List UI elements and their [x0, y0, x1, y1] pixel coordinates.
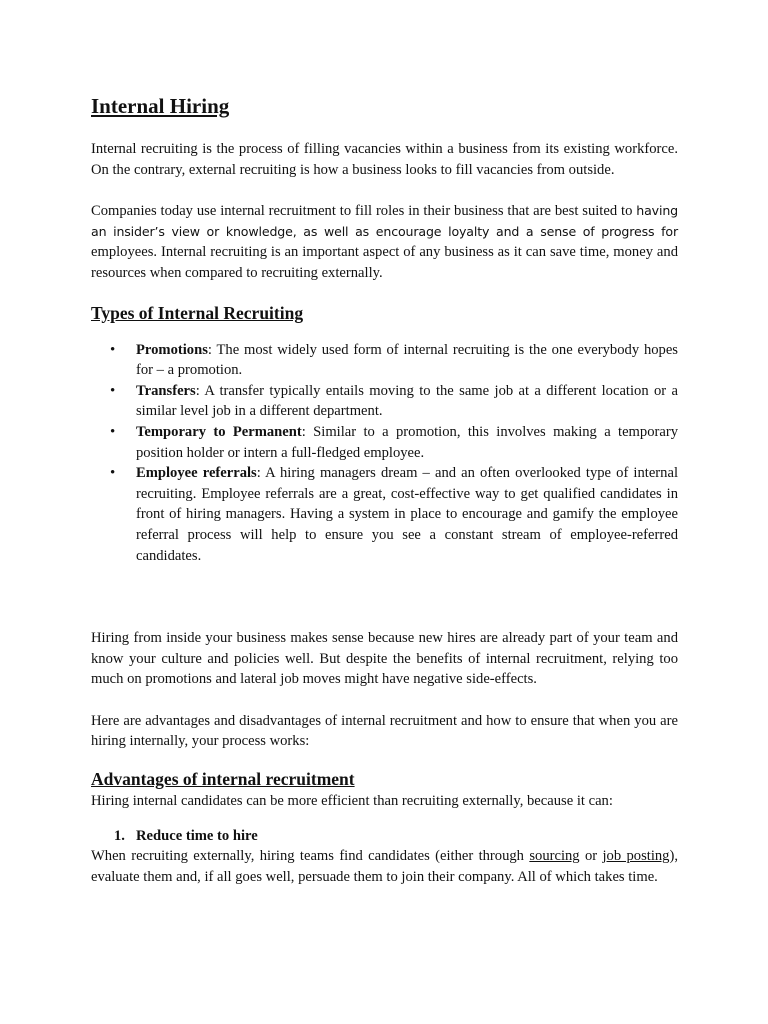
list-item — [91, 463, 678, 566]
type-term: Temporary to Permanent — [136, 423, 302, 440]
adv-disadv-paragraph: Here are advantages and disadvantages of internal recruitment and how to ensure that when you are hiring internally, your process works: — [91, 712, 678, 750]
advantages-heading: Advantages of internal recruitment — [91, 769, 355, 790]
advantage-number: 1. — [114, 827, 125, 844]
job-posting-link[interactable]: job posting — [602, 848, 670, 865]
intro-paragraph: Internal recruiting is the process of filling vacancies within a business from its existing workforce. On the contrary, external recruiting is how a business looks to fill vacancies from outside. — [91, 141, 678, 178]
types-heading: Types of Internal Recruiting — [91, 302, 304, 323]
companies-paragraph — [91, 201, 678, 283]
companies-line2: having an insider’s view or knowledge, as well as encourage loyalty and a sense of progress for — [91, 203, 678, 239]
type-text: : A hiring managers dream – and an often overlooked type of internal recruiting. Employee referrals are a great, cost-effective way to get qualified candidates in front of hiring managers. Having a system in place to encourage and gamify the employee referral process will help to ensure you see a constant stream of employee-referred candidates. — [136, 465, 678, 564]
type-term: Employee referrals — [136, 465, 257, 482]
document-content — [91, 92, 678, 887]
type-text: : The most widely used form of internal recruiting is the one everybody hopes for – a promotion. — [136, 341, 678, 379]
inside-paragraph: Hiring from inside your business makes sense because new hires are already part of your team and know your culture and policies well. But despite the benefits of internal recruitment, relying too much on promotions and lateral job moves might have negative side-effects. — [91, 630, 678, 688]
type-text: : Similar to a promotion, this involves making a temporary position holder or intern a full-fledged employee. — [136, 423, 678, 461]
companies-rest: employees. Internal recruiting is an important aspect of any business as it can save time, money and resources when compared to recruiting externally. — [91, 244, 678, 281]
companies-line1: Companies today use internal recruitment to fill roles in their business that are best suited to — [91, 203, 633, 220]
list-item — [91, 340, 678, 381]
recruiting-externally-paragraph — [91, 846, 678, 887]
types-list — [91, 340, 678, 567]
advantages-intro: Hiring internal candidates can be more efficient than recruiting externally, because it can: — [91, 793, 613, 810]
type-text: : A transfer typically entails moving to the same job at a different location or a similar level job in a different department. — [136, 382, 678, 420]
list-item — [91, 422, 678, 463]
list-item — [91, 381, 678, 422]
type-term: Promotions — [136, 341, 208, 358]
type-term: Transfers — [136, 382, 196, 399]
text-segment: or — [579, 848, 603, 865]
sourcing-link[interactable]: sourcing — [529, 848, 580, 865]
advantage-item-1 — [91, 826, 678, 847]
text-segment: When recruiting externally, hiring teams find candidates (either through — [91, 848, 530, 865]
page-title: Internal Hiring — [91, 94, 230, 118]
advantage-label: Reduce time to hire — [136, 827, 258, 844]
text-segment: ), evaluate them and, if all goes well, persuade them to join their company. All of which takes time. — [91, 848, 678, 885]
